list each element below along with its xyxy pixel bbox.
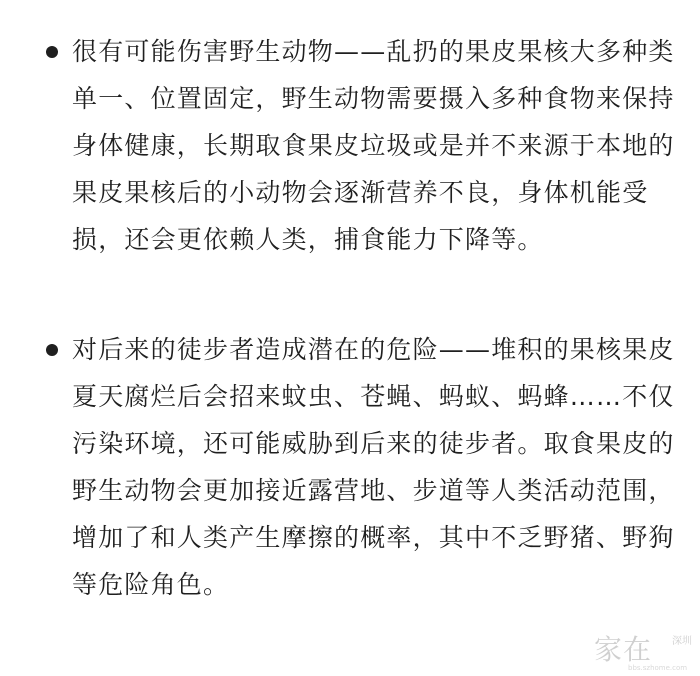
paragraph-line: 果皮果核后的小动物会逐渐营养不良，身体机能受: [72, 178, 649, 207]
paragraph-line: 很有可能伤害野生动物——乱扔的果皮果核大多种类: [72, 37, 675, 66]
watermark-logo: [594, 630, 694, 674]
bullet-dot: [46, 344, 58, 356]
watermark-main-text: 家在: [594, 633, 653, 666]
paragraph-line: 单一、位置固定，野生动物需要摄入多种食物来保持: [72, 84, 675, 113]
watermark-url-text: bbs.szhome.com: [628, 664, 688, 672]
paragraph-line: 损，还会更依赖人类，捕食能力下降等。: [72, 225, 544, 254]
paragraph-line: 夏天腐烂后会招来蚊虫、苍蝇、蚂蚁、蚂蜂……不仅: [72, 382, 675, 411]
paragraph-line: 等危险角色。: [72, 570, 230, 599]
paragraph-line: 对后来的徒步者造成潜在的危险——堆积的果核果皮: [72, 335, 675, 364]
paragraph-line: 增加了和人类产生摩擦的概率，其中不乏野猪、野狗: [72, 523, 675, 552]
paragraph-line: 身体健康，长期取食果皮垃圾或是并不来源于本地的: [72, 131, 675, 160]
paragraph-line: 污染环境，还可能威胁到后来的徒步者。取食果皮的: [72, 429, 675, 458]
paragraph-line: 野生动物会更加接近露营地、步道等人类活动范围，: [72, 476, 675, 505]
watermark-sub-text: 深圳: [672, 636, 692, 647]
bullet-dot: [46, 46, 58, 58]
